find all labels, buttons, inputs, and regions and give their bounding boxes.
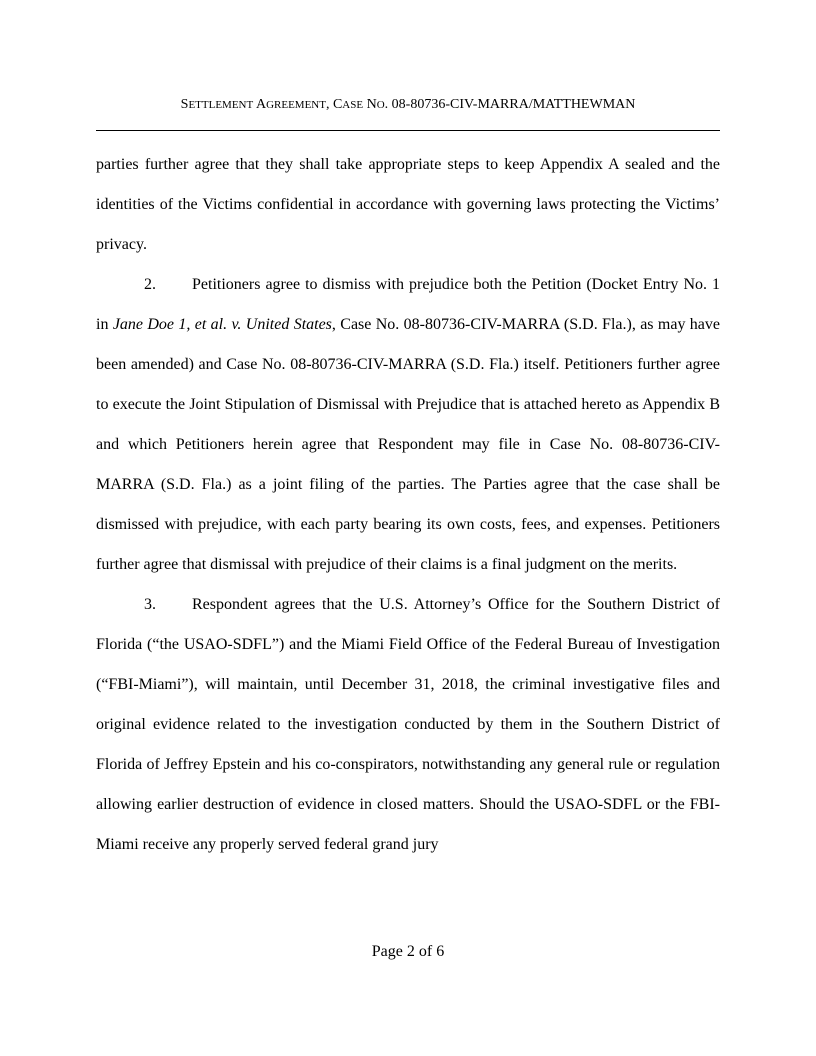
- header-word-settlement-cap: S: [180, 97, 189, 112]
- running-header: [96, 96, 720, 114]
- header-rule: [96, 130, 720, 131]
- paragraph-2-text-a: Petitioners agree to dismiss with prejudice both the Petition (Docket Entry No. 1 in: [96, 276, 720, 333]
- header-comma: ,: [325, 97, 330, 112]
- header-word-case-rest: ASE: [342, 99, 364, 111]
- header-case-number: 08-80736-CIV-MARRA/MATTHEWMAN: [391, 97, 636, 112]
- paragraph-continuation: parties further agree that they shall take appropriate steps to keep Appendix A sealed and the identities of the Victims confidential in accordance with governing laws protecting the Victims’ privacy.: [96, 156, 720, 253]
- header-period: .: [384, 97, 389, 112]
- header-word-no-cap: N: [366, 97, 377, 112]
- paragraph-number: 2.: [144, 276, 156, 293]
- header-word-no-rest: O: [376, 99, 385, 111]
- header-word-agreement-rest: GREEMENT: [266, 99, 326, 111]
- case-name: Jane Doe 1, et al. v. United States: [112, 316, 332, 333]
- header-word-agreement-cap: A: [255, 97, 267, 112]
- header-word-case-cap: C: [332, 97, 343, 112]
- paragraph-2: [96, 265, 720, 585]
- paragraph-3: [96, 585, 720, 865]
- page-number: Page 2 of 6: [371, 943, 445, 960]
- paragraph-2-text-b: , Case No. 08-80736-CIV-MARRA (S.D. Fla.), as may have been amended) and Case No. 08-80736-CIV-MARRA (S.D. Fla.) itself. Petitioners further agree to execute the Joint Stipulation of Dismissal with Prejudice that is attached hereto as Appendix B and which Petitioners herein agree that Respondent may file in Case No. 08-80736-CIV-MARRA (S.D. Fla.) as a joint filing of the parties. The Parties agree that the case shall be dismissed with prejudice, with each party bearing its own costs, fees, and expenses. Petitioners further agree that dismissal with prejudice of their claims is a final judgment on the merits.: [96, 316, 721, 573]
- paragraph-number: 3.: [144, 596, 156, 613]
- document-body: [96, 145, 720, 865]
- paragraph-3-text: Respondent agrees that the U.S. Attorney’s Office for the Southern District of Florida (“the USAO-SDFL”) and the Miami Field Office of the Federal Bureau of Investigation (“FBI-Miami”), will maintain, until December 31, 2018, the criminal investigative files and original evidence related to the investigation conducted by them in the Southern District of Florida of Jeffrey Epstein and his co-conspirators, notwithstanding any general rule or regulation allowing earlier destruction of evidence in closed matters. Should the USAO-SDFL or the FBI-Miami receive any properly served federal grand jury: [96, 596, 720, 853]
- header-word-settlement-rest: ETTLEMENT: [188, 99, 254, 111]
